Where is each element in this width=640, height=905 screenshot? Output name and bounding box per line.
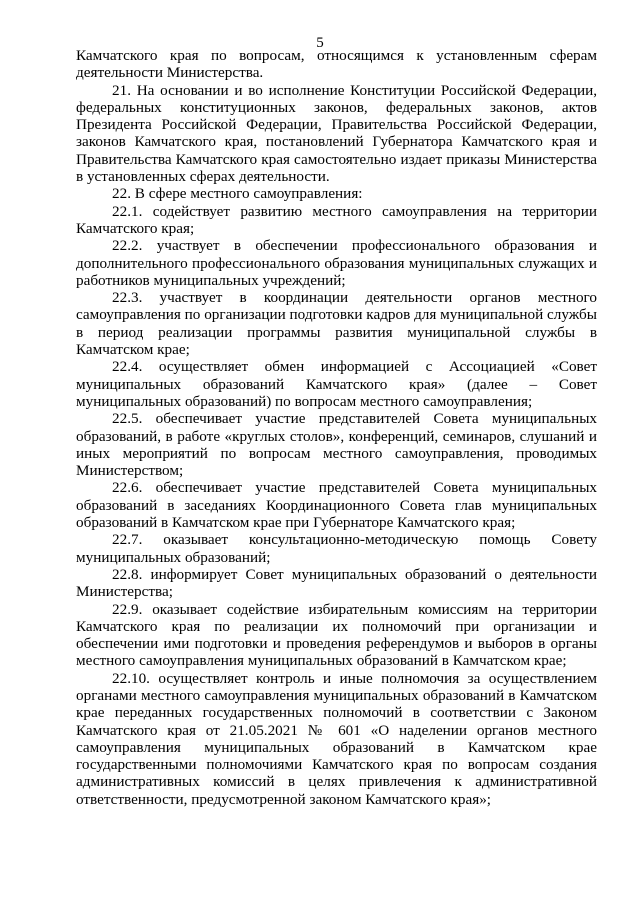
paragraph-22-2: 22.2. участвует в обеспечении профессионального образования и дополнительного профессионального образования муниципальных служащих и работников муниципальных учреждений; <box>76 237 597 289</box>
document-body <box>76 47 597 808</box>
paragraph-22-10: 22.10. осуществляет контроль и иные полномочия за осуществлением органами местного самоуправления муниципальных образований в Камчатском крае переданных государственных полномочий в соответствии с Законом Камчатского края от 21.05.2021 № 601 «О наделении органов местного самоуправления муниципальных образований в Камчатском крае государственными полномочиями Камчатского края по вопросам создания административных комиссий в целях привлечения к административной ответственности, предусмотренной законом Камчатского края»; <box>76 669 597 808</box>
paragraph-continuation: Камчатского края по вопросам, относящимся к установленным сферам деятельности Министерства. <box>76 47 597 82</box>
paragraph-22-7: 22.7. оказывает консультационно-методическую помощь Совету муниципальных образований; <box>76 531 597 566</box>
paragraph-22-5: 22.5. обеспечивает участие представителей Совета муниципальных образований, в работе «круглых столов», конференций, семинаров, слушаний и иных мероприятий по вопросам местного самоуправления, проводимых Министерством; <box>76 410 597 480</box>
page-number: 5 <box>316 35 324 51</box>
paragraph-22-1: 22.1. содействует развитию местного самоуправления на территории Камчатского края; <box>76 202 597 237</box>
paragraph-22: 22. В сфере местного самоуправления: <box>112 185 363 203</box>
paragraph-22-9: 22.9. оказывает содействие избирательным комиссиям на территории Камчатского края по реализации их полномочий при организации и обеспечении ими подготовки и проведения референдумов и выборов в органы местного самоуправления муниципальных образований в Камчатском крае; <box>76 600 597 670</box>
paragraph-22-4: 22.4. осуществляет обмен информацией с Ассоциацией «Совет муниципальных образований Камчатского края» (далее – Совет муниципальных образований) по вопросам местного самоуправления; <box>76 358 597 410</box>
paragraph-21: 21. На основании и во исполнение Конституции Российской Федерации, федеральных конституционных законов, федеральных законов, актов Президента Российской Федерации, Правительства Российской Федерации, законов Камчатского края, постановлений Губернатора Камчатского края и Правительства Камчатского края самостоятельно издает приказы Министерства в установленных сферах деятельности. <box>76 81 597 186</box>
paragraph-22-6: 22.6. обеспечивает участие представителей Совета муниципальных образований в заседаниях Координационного Совета глав муниципальных образований в Камчатском крае при Губернаторе Камчатского края; <box>76 479 597 532</box>
paragraph-22-3: 22.3. участвует в координации деятельности органов местного самоуправления по организации подготовки кадров для муниципальной службы в период реализации программы развития муниципальной службы в Камчатском крае; <box>76 289 597 359</box>
paragraph-22-8: 22.8. информирует Совет муниципальных образований о деятельности Министерства; <box>76 565 597 601</box>
